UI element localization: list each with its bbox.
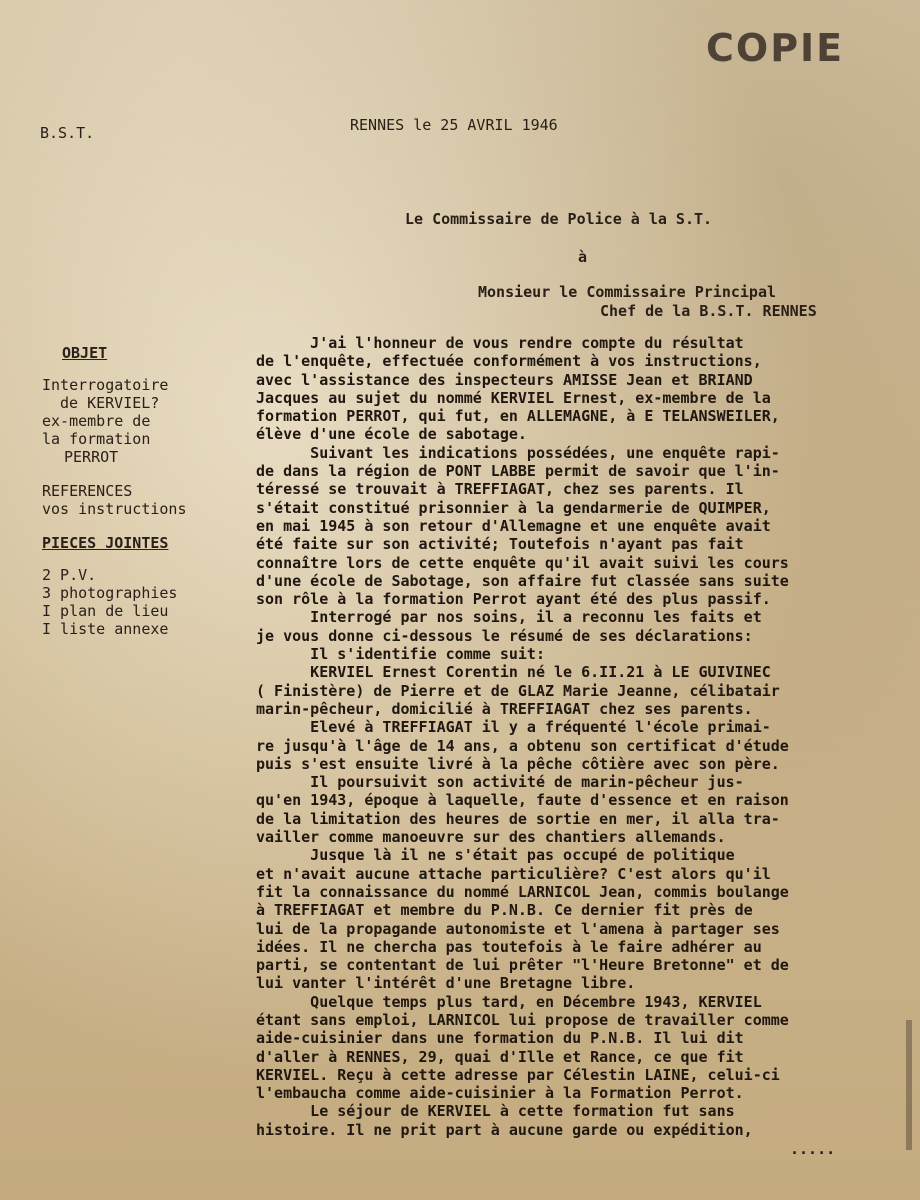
body-line: s'était constitué prisonnier à la gendarmerie de QUIMPER, <box>256 498 771 517</box>
body-line: idées. Il ne chercha pas toutefois à le faire adhérer au <box>256 937 762 956</box>
pieces-jointes-block <box>42 534 187 638</box>
body-line: puis s'est ensuite livré à la pêche côtière avec son père. <box>256 754 780 773</box>
references-value: vos instructions <box>42 500 187 518</box>
objet-line: PERROT <box>64 448 119 466</box>
objet-heading: OBJET <box>62 344 108 362</box>
service-reference: B.S.T. <box>40 124 95 142</box>
body-line: fit la connaissance du nommé LARNICOL Jean, commis boulange <box>256 882 789 901</box>
objet-line: de KERVIEL? <box>60 394 160 412</box>
body-line: J'ai l'honneur de vous rendre compte du résultat <box>256 334 744 352</box>
body-line: KERVIEL. Reçu à cette adresse par Célestin LAINE, celui-ci <box>256 1065 780 1084</box>
body-line: avec l'assistance des inspecteurs AMISSE Jean et BRIAND <box>256 370 753 389</box>
body-line: formation PERROT, qui fut, en ALLEMAGNE, à E TELANSWEILER, <box>256 407 780 426</box>
margin-notes <box>42 344 187 654</box>
body-line: qu'en 1943, époque à laquelle, faute d'essence et en raison <box>256 791 789 810</box>
body-line: l'embaucha comme aide-cuisinier à la Formation Perrot. <box>256 1084 744 1103</box>
recipient-block <box>478 283 817 321</box>
body-line: en mai 1945 à son retour d'Allemagne et une enquête avait <box>256 516 771 535</box>
body-line: histoire. Il ne prit part à aucune garde ou expédition, <box>256 1120 753 1139</box>
copie-stamp: COPIE <box>706 26 845 70</box>
references-block <box>42 482 187 518</box>
continuation-dots: ..... <box>790 1140 836 1158</box>
recipient-line-1: Monsieur le Commissaire Principal <box>478 283 777 301</box>
body-line: d'aller à RENNES, 29, quai d'Ille et Rance, ce que fit <box>256 1047 744 1066</box>
body-line: de la limitation des heures de sortie en mer, il alla tra- <box>256 809 780 828</box>
piece-item: I liste annexe <box>42 620 169 638</box>
body-line: étant sans emploi, LARNICOL lui propose de travailler comme <box>256 1010 789 1029</box>
body-line: aide-cuisinier dans une formation du P.N.B. Il lui dit <box>256 1029 744 1048</box>
recipient-line-2: Chef de la B.S.T. RENNES <box>600 302 817 320</box>
body-line: vailler comme manoeuvre sur des chantiers allemands. <box>256 828 726 847</box>
sender-line: Le Commissaire de Police à la S.T. <box>405 210 713 228</box>
body-line: été faite sur son activité; Toutefois n'ayant pas fait <box>256 535 744 554</box>
body-line: à TREFFIAGAT et membre du P.N.B. Ce dernier fit près de <box>256 901 753 920</box>
pieces-jointes-heading: PIECES JOINTES <box>42 534 169 552</box>
letter-body <box>256 334 886 1139</box>
objet-line: Interrogatoire <box>42 376 169 394</box>
body-line: connaître lors de cette enquête qu'il avait suivi les cours <box>256 553 789 572</box>
body-line: je vous donne ci-dessous le résumé de ses déclarations: <box>256 626 753 645</box>
body-line: Quelque temps plus tard, en Décembre 1943, KERVIEL <box>256 992 762 1011</box>
body-line: Jusque là il ne s'était pas occupé de politique <box>256 846 735 865</box>
body-line: re jusqu'à l'âge de 14 ans, a obtenu son certificat d'étude <box>256 736 789 755</box>
body-line: parti, se contentant de lui prêter "l'Heure Bretonne" et de <box>256 956 789 975</box>
body-line: et n'avait aucune attache particulière? C'est alors qu'il <box>256 864 771 883</box>
body-line: élève d'une école de sabotage. <box>256 425 527 444</box>
objet-line: la formation <box>42 430 151 448</box>
piece-item: 2 P.V. <box>42 566 97 584</box>
body-line: d'une école de Sabotage, son affaire fut classée sans suite <box>256 571 789 590</box>
dateline: RENNES le 25 AVRIL 1946 <box>350 116 558 134</box>
body-line: Il poursuivit son activité de marin-pêcheur jus- <box>256 773 744 792</box>
body-line: lui de la propagande autonomiste et l'amena à partager ses <box>256 919 780 938</box>
page-edge-mark <box>906 1020 912 1150</box>
body-line: de l'enquête, effectuée conformément à vos instructions, <box>256 352 762 371</box>
body-line: Il s'identifie comme suit: <box>256 645 545 664</box>
addressee-prefix: à <box>578 248 588 266</box>
body-line: marin-pêcheur, domicilié à TREFFIAGAT chez ses parents. <box>256 699 753 718</box>
references-heading: REFERENCES <box>42 482 133 500</box>
body-line: KERVIEL Ernest Corentin né le 6.II.21 à LE GUIVINEC <box>256 663 771 682</box>
body-line: de dans la région de PONT LABBE permit de savoir que l'in- <box>256 462 780 481</box>
body-line: Elevé à TREFFIAGAT il y a fréquenté l'école primai- <box>256 718 771 737</box>
body-line: Interrogé par nos soins, il a reconnu les faits et <box>256 608 762 627</box>
body-line: lui vanter l'intérêt d'une Bretagne libre. <box>256 974 636 993</box>
objet-line: ex-membre de <box>42 412 151 430</box>
body-line: ( Finistère) de Pierre et de GLAZ Marie Jeanne, célibatair <box>256 681 780 700</box>
piece-item: I plan de lieu <box>42 602 169 620</box>
body-line: Jacques au sujet du nommé KERVIEL Ernest, ex-membre de la <box>256 388 771 407</box>
body-line: Suivant les indications possédées, une enquête rapi- <box>256 443 780 462</box>
objet-block <box>42 344 187 466</box>
body-line: téressé se trouvait à TREFFIAGAT, chez ses parents. Il <box>256 480 744 499</box>
piece-item: 3 photographies <box>42 584 178 602</box>
body-line: Le séjour de KERVIEL à cette formation fut sans <box>256 1102 735 1121</box>
body-line: son rôle à la formation Perrot ayant été des plus passif. <box>256 590 771 609</box>
